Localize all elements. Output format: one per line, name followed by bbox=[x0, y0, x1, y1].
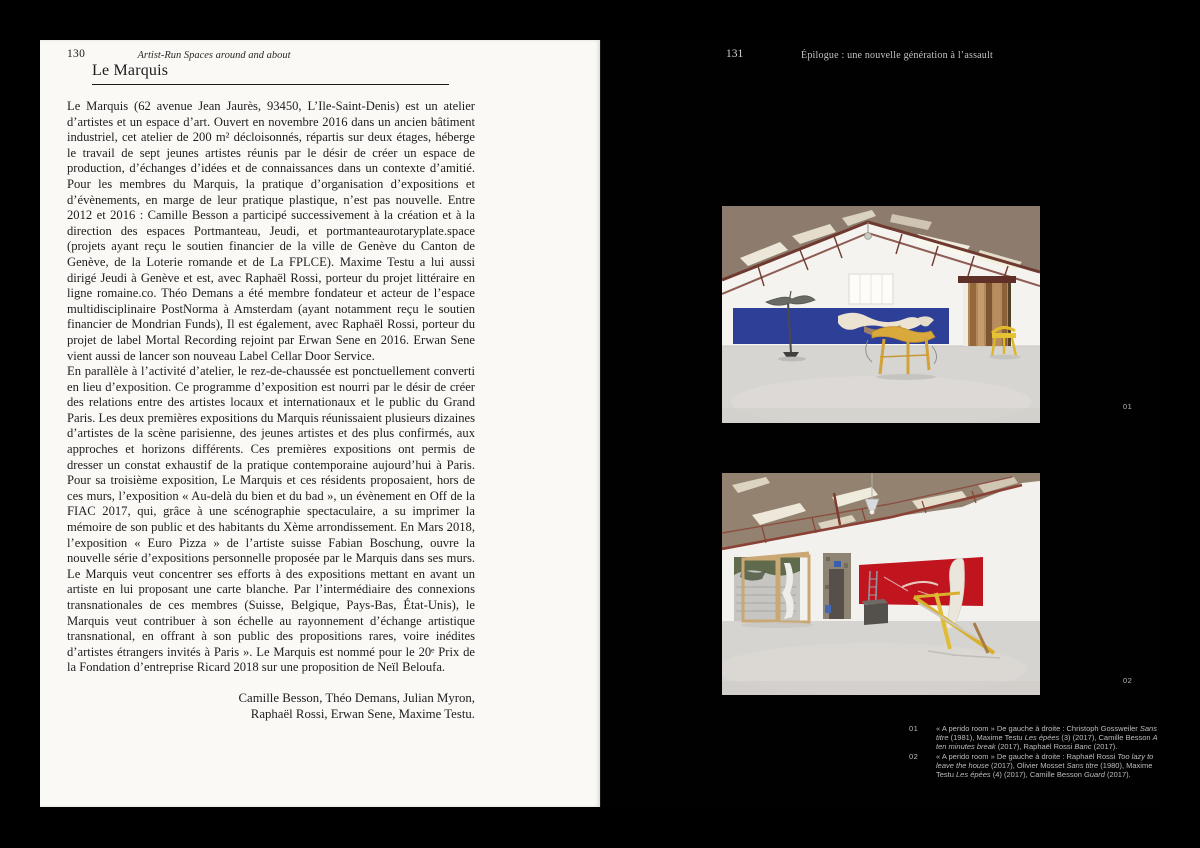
page-number-left: 130 bbox=[67, 48, 86, 60]
installation-photo-01 bbox=[722, 206, 1040, 423]
body-paragraph-1: Le Marquis (62 avenue Jean Jaurès, 93450, L’Ile-Saint-Denis) est un atelier d’artistes et un espace d’art. Ouvert en novembre 2016 dans un ancien bâtiment industriel, cet atelier de 200 m² décloisonnés, répartis sur deux étages, héberge le travail de sept jeunes artistes réunis par le désir de créer un espace de production, d’échanges d’idées et de connaissances dans un contexte d’amitié. Pour les membres du Marquis, la pratique d’organisation d’expositions et d’évènements, en marge de leur pratique plastique, n’est pas nouvelle. Entre 2012 et 2016 : Camille Besson a participé successivement à la création et à la direction des espaces Portmanteau, Jeudi, et portmanteaurotaryplate.space (projets ayant reçu le soutien financier de la ville de Genève du Canton de Genève, de la Loterie romande et de La FPLCE). Maxime Testu a lui aussi dirigé Jeudi à Genève et est, avec Raphaël Rossi, porteur du projet littéraire en ligne romaine.co. Théo Demans a été membre fondateur et acteur de l’espace multidisciplinaire PostNorma à Amsterdam (ayant notamment reçu le soutien financier de Mondrian Funds), Il est également, avec Raphaël Rossi, porteur du projet de label Mortal Recording rejoint par Erwan Sene en 2016. Erwan Sene vient aussi de lancer son nouveau Label Cellar Door Service. bbox=[67, 99, 475, 363]
figure-marker-01: 01 bbox=[1123, 402, 1133, 411]
installation-photo-02 bbox=[722, 473, 1040, 695]
caption-number-02: 02 bbox=[909, 751, 919, 761]
caption-number-01: 01 bbox=[909, 724, 919, 733]
caption-text-02: « A perido room » De gauche à droite : Raphaël Rossi Too lazy to leave the house (2017), Olivier Mosset Sans titre (1980), Maxime Testu Les épées (4) (2017), Camille Besson Guard (2017). bbox=[936, 751, 1154, 780]
byline-line-1: Camille Besson, Théo Demans, Julian Myron, bbox=[238, 690, 475, 705]
body-paragraph-2: En parallèle à l’activité d’atelier, le rez-de-chaussée est ponctuellement converti en lieu d’exposition. Ce programme d’exposition est nourri par le désir de créer des relations entre des artistes locaux et internationaux et le public du Grand Paris. Les deux premières expositions du Marquis réunissaient plusieurs dizaines d’artistes de la scène parisienne, des jeunes artistes et des plus confirmés, aux approches et horizons différents. Ces premières expositions ont permis de dresser un constat exhaustif de la pratique contemporaine aujourd’hui à Paris. Pour sa troisième exposition, Le Marquis et ces résidents proposaient, hors de ces murs, l’exposition « Au-delà du bien et du bad », un évènement en Off de la FIAC 2017, qui, grâce à une scénographie spectaculaire, a su imprimer la mémoire de son public et des habitants du Xème arrondissement. En Mars 2018, l’exposition « Euro Pizza » de l’artiste suisse Fabian Boschung, ouvre la nouvelle série d’expositions personnelle proposée par le Marquis dans ses murs. Le Marquis veut concentrer ses efforts à des expositions mettant en avant un artiste en lui proposant une carte blanche. Par l’intermédiaire des connexions transnationales de ces membres (Suisse, Belgique, Pays-Bas, État-Unis), le Marquis veut contribuer à son échelle au rayonnement d’échange artistique transnational, en offrant à son public des propositions rares, voire inédites d’artistes étrangers invités à Paris ». Le Marquis est nommé pour le 20ᵉ Prix de la Fondation d’entreprise Ricard 2018 sur une proposition de Neïl Beloufa. bbox=[67, 364, 475, 675]
page-number-right: 131 bbox=[726, 48, 744, 60]
caption-text-01: « A perido room » De gauche à droite : Christoph Gossweiler Sans titre (1981), Maxime Testu Les épées (3) (2017), Camille Besson A ten minutes break (2017), Raphaël Rossi Banc (2017). bbox=[936, 724, 1158, 752]
running-head-left: Artist-Run Spaces around and about bbox=[137, 50, 291, 61]
figure-marker-02: 02 bbox=[1123, 676, 1133, 685]
photo-02-graphic bbox=[722, 473, 1040, 695]
stone-doorway bbox=[823, 553, 851, 619]
running-head-right: Épilogue : une nouvelle génération à l’assault bbox=[801, 50, 993, 61]
caption-row-01 bbox=[909, 724, 1161, 752]
window bbox=[849, 274, 893, 304]
ceiling-lamp bbox=[865, 233, 872, 240]
page-left bbox=[40, 40, 600, 807]
article-title: Le Marquis bbox=[92, 62, 169, 79]
page-right bbox=[600, 40, 1161, 807]
caption-row-02 bbox=[909, 752, 1161, 780]
byline-line-2: Raphaël Rossi, Erwan Sene, Maxime Testu. bbox=[250, 706, 475, 721]
body-column bbox=[67, 99, 475, 722]
photo-01-graphic bbox=[722, 206, 1040, 423]
caption-block bbox=[909, 724, 1161, 779]
artist-byline bbox=[67, 690, 475, 722]
title-rule bbox=[92, 84, 449, 85]
